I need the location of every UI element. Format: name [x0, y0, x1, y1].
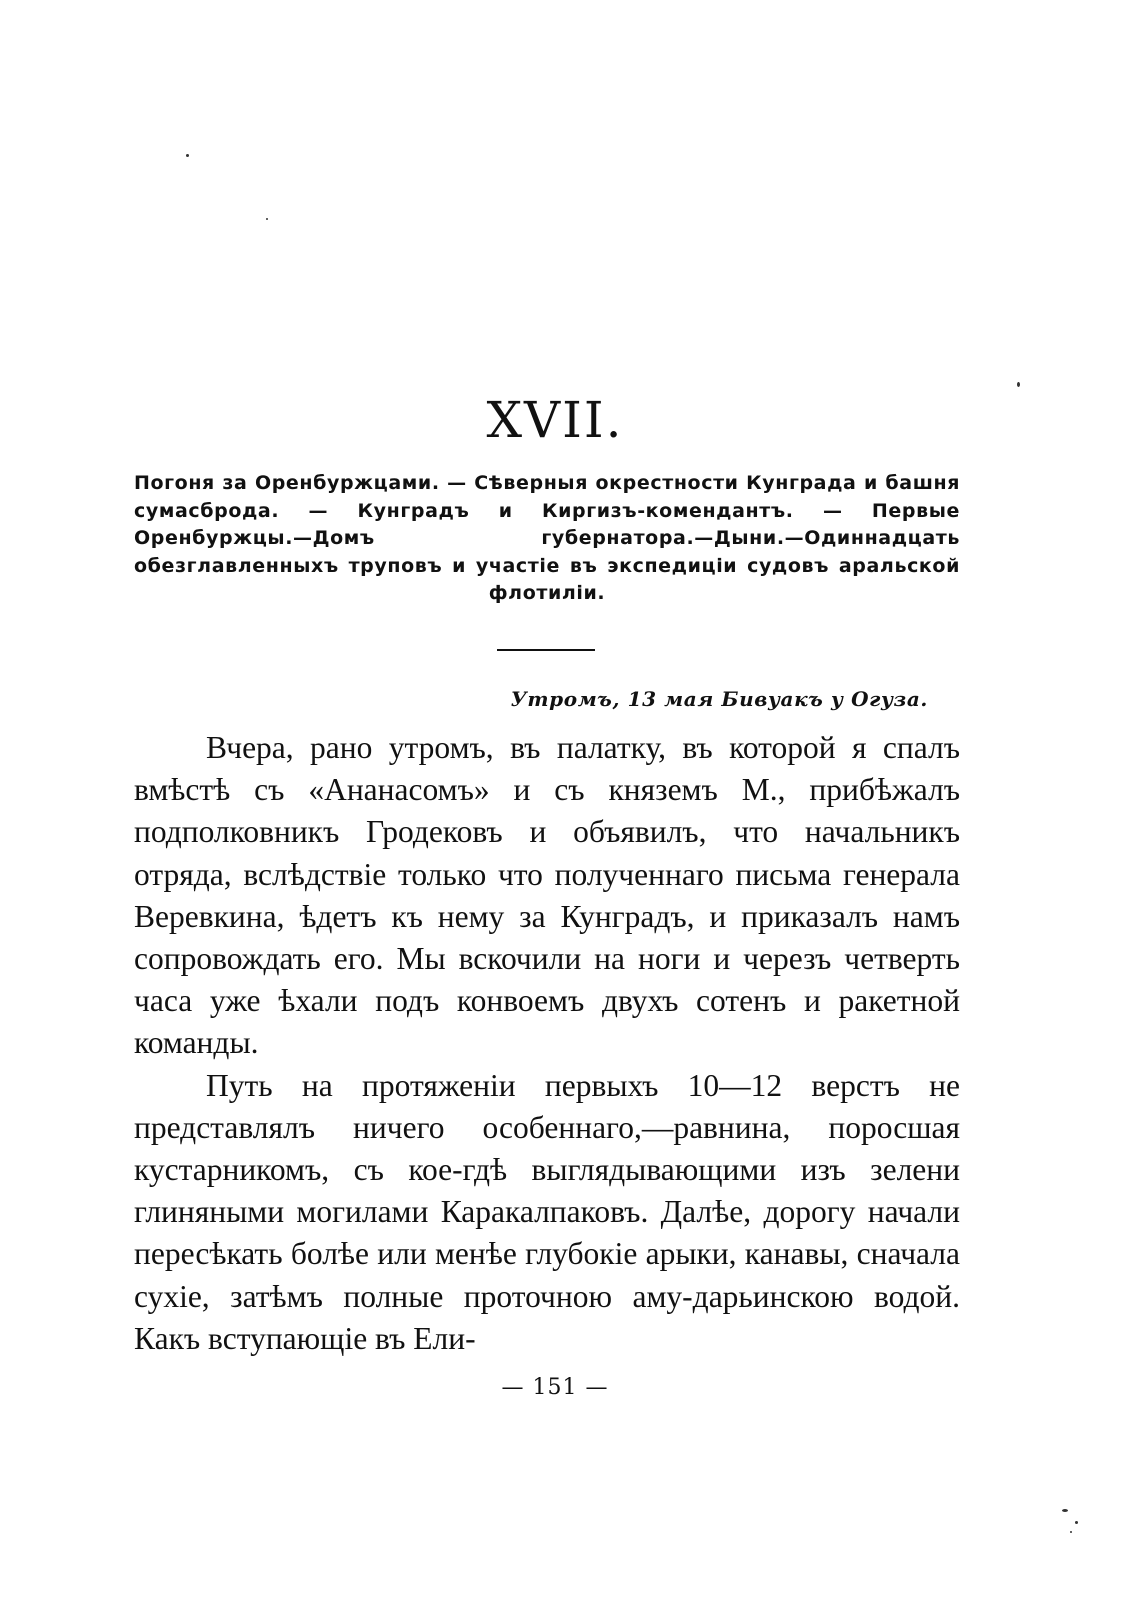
chapter-synopsis: Погоня за Оренбуржцами. — Сѣверныя окрестности Кунграда и башня сумасброда. — Кунградъ и Киргизъ-комендантъ. — Первые Оренбуржцы.—Домъ губернатора.—Дыни.—Одиннадцать обезглавленныхъ труповъ и участіе въ экспедиціи судовъ аральской флотиліи.: [134, 472, 960, 604]
scan-speck: [1070, 1531, 1072, 1533]
dateline: Утромъ, 13 мая Бивуакъ у Огуза.: [510, 687, 928, 711]
body-text: [134, 727, 960, 1360]
scan-speck: [266, 218, 268, 220]
paragraph: Путь на протяженіи первыхъ 10—12 верстъ не представлялъ ничего особеннаго,—равнина, поросшая кустарникомъ, съ кое-гдѣ выглядывающими изъ зелени глиняными могилами Каракалпаковъ. Далѣе, дорогу начали пересѣкать болѣе или менѣе глубокіе арыки, канавы, сначала сухіе, затѣмъ полные проточною аму-дарьинскою водой. Какъ вступающіе въ Ели-: [134, 1067, 960, 1356]
paragraph: Вчера, рано утромъ, въ палатку, въ которой я спалъ вмѣстѣ съ «Ананасомъ» и съ княземъ М., прибѣжалъ подполковникъ Гродековъ и объявилъ, что начальникъ отряда, вслѣдствіе только что полученнаго письма генерала Веревкина, ѣдетъ къ нему за Кунградъ, и приказалъ намъ сопровождать его. Мы вскочили на ноги и черезъ четверть часа уже ѣхали подъ конвоемъ двухъ сотенъ и ракетной команды.: [134, 730, 960, 1061]
section-divider: [497, 649, 595, 651]
scan-speck: [1062, 1509, 1068, 1512]
scan-speck: [186, 154, 189, 157]
scan-speck: [1075, 1521, 1078, 1524]
chapter-number: XVII.: [486, 391, 624, 449]
scan-speck: [1017, 382, 1020, 387]
page-number: — 151 —: [501, 1375, 609, 1400]
